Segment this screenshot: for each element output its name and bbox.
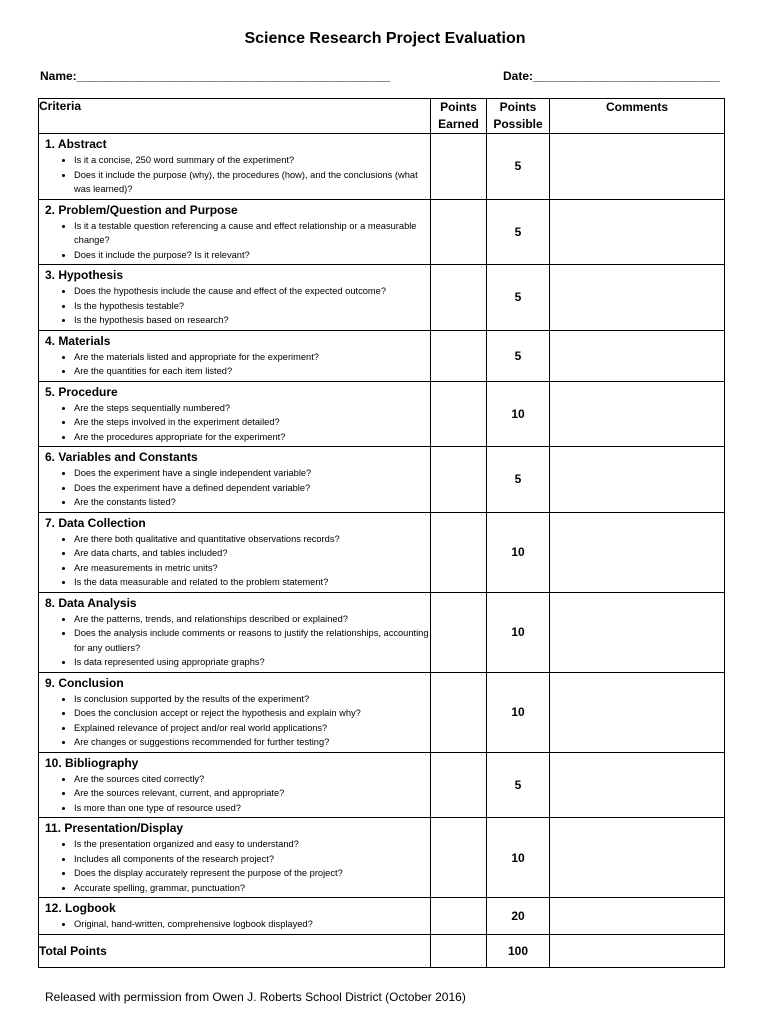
- criteria-item: • Does the display accurately represent the purpose of the project?: [74, 866, 430, 881]
- section-title: 2. Problem/Question and Purpose: [45, 202, 238, 217]
- comments-cell[interactable]: [550, 265, 725, 331]
- date-field: Date:____________________________: [503, 69, 720, 83]
- section-title: 6. Variables and Constants: [45, 450, 198, 464]
- section-title: 11. Presentation/Display: [45, 821, 184, 835]
- criteria-item: • Explained relevance of project and/or real world applications?: [74, 721, 430, 736]
- criteria-list: [39, 401, 430, 445]
- criteria-cell: [39, 265, 431, 331]
- criteria-cell: [39, 381, 431, 447]
- criteria-item: • Is it a concise, 250 word summary of the experiment?: [74, 153, 430, 168]
- criteria-list: [39, 612, 430, 670]
- criteria-item: • Are the sources relevant, current, and appropriate?: [74, 786, 430, 801]
- criteria-list: [39, 692, 430, 750]
- criteria-item: • Are the sources cited correctly?: [74, 772, 430, 787]
- criteria-item: • Are changes or suggestions recommended for further testing?: [74, 735, 430, 750]
- comments-cell[interactable]: [550, 447, 725, 513]
- criteria-row: [39, 752, 725, 818]
- criteria-row: [39, 512, 725, 592]
- comments-cell[interactable]: [550, 752, 725, 818]
- criteria-row: [39, 818, 725, 898]
- section-title: 4. Materials: [45, 333, 111, 348]
- criteria-item: • Are the materials listed and appropriate for the experiment?: [74, 350, 430, 365]
- comments-cell[interactable]: [550, 330, 725, 381]
- points-earned-cell[interactable]: [431, 752, 487, 818]
- criteria-cell: [39, 512, 431, 592]
- criteria-list: [39, 772, 430, 816]
- page-title: Science Research Project Evaluation: [244, 30, 526, 47]
- section-title: 10. Bibliography: [45, 755, 139, 770]
- criteria-cell: [39, 134, 431, 200]
- criteria-row: [39, 330, 725, 381]
- criteria-item: • Are there both qualitative and quantitative observations records?: [74, 532, 430, 547]
- points-possible-cell: 10: [487, 512, 550, 592]
- points-earned-cell[interactable]: [431, 265, 487, 331]
- criteria-item: • Are the steps involved in the experiment detailed?: [74, 415, 430, 430]
- points-earned-cell[interactable]: [431, 672, 487, 752]
- criteria-item: • Is the hypothesis testable?: [74, 299, 430, 314]
- points-possible-header: Points Possible: [487, 99, 550, 134]
- criteria-item: • Are the quantities for each item listed?: [74, 364, 430, 379]
- points-possible-cell: 5: [487, 447, 550, 513]
- comments-cell[interactable]: [550, 672, 725, 752]
- criteria-item: • Includes all components of the research project?: [74, 852, 430, 867]
- criteria-list: [39, 917, 430, 932]
- criteria-item: • Are the constants listed?: [74, 495, 430, 510]
- section-title: 7. Data Collection: [45, 515, 146, 530]
- points-earned-cell[interactable]: [431, 512, 487, 592]
- evaluation-table: [38, 98, 725, 968]
- criteria-item: • Is data represented using appropriate graphs?: [74, 655, 430, 670]
- criteria-cell: [39, 818, 431, 898]
- criteria-item: • Are the patterns, trends, and relationships described or explained?: [74, 612, 430, 627]
- criteria-item: • Are measurements in metric units?: [74, 561, 430, 576]
- total-row: [39, 934, 725, 967]
- footer-note: Released with permission from Owen J. Roberts School District (October 2016): [45, 990, 466, 1004]
- criteria-row: [39, 199, 725, 265]
- criteria-item: • Does it include the purpose? Is it relevant?: [74, 248, 430, 263]
- criteria-item: • Are the steps sequentially numbered?: [74, 401, 430, 416]
- points-possible-cell: 5: [487, 199, 550, 265]
- total-comments-cell[interactable]: [550, 934, 725, 967]
- section-title: 12. Logbook: [45, 901, 116, 915]
- points-possible-cell: 5: [487, 752, 550, 818]
- criteria-item: • Is more than one type of resource used?: [74, 801, 430, 816]
- criteria-cell: [39, 672, 431, 752]
- criteria-row: [39, 265, 725, 331]
- criteria-row: [39, 898, 725, 935]
- criteria-item: • Does the experiment have a single independent variable?: [74, 466, 430, 481]
- points-possible-cell: 10: [487, 592, 550, 672]
- comments-cell[interactable]: [550, 898, 725, 935]
- points-earned-cell[interactable]: [431, 199, 487, 265]
- points-possible-cell: 5: [487, 330, 550, 381]
- comments-cell[interactable]: [550, 199, 725, 265]
- criteria-header: Criteria: [39, 99, 431, 134]
- criteria-row: [39, 672, 725, 752]
- points-possible-cell: 10: [487, 818, 550, 898]
- comments-cell[interactable]: [550, 818, 725, 898]
- criteria-item: • Does it include the purpose (why), the procedures (how), and the conclusions (what was learned)?: [74, 168, 430, 197]
- criteria-item: • Is the presentation organized and easy to understand?: [74, 837, 430, 852]
- criteria-item: • Is it a testable question referencing a cause and effect relationship or a measurable change?: [74, 219, 430, 248]
- total-label: Total Points: [39, 934, 431, 967]
- criteria-item: • Does the analysis include comments or reasons to justify the relationships, accounting for any outliers?: [74, 626, 430, 655]
- criteria-row: [39, 447, 725, 513]
- comments-header: Comments: [550, 99, 725, 134]
- points-earned-cell[interactable]: [431, 447, 487, 513]
- criteria-cell: [39, 330, 431, 381]
- points-possible-cell: 5: [487, 265, 550, 331]
- name-field: Name:_______________________________________________: [40, 69, 391, 83]
- criteria-row: [39, 134, 725, 200]
- criteria-item: • Original, hand-written, comprehensive logbook displayed?: [74, 917, 430, 932]
- criteria-item: • Are data charts, and tables included?: [74, 546, 430, 561]
- criteria-list: [39, 153, 430, 197]
- criteria-list: [39, 219, 430, 263]
- points-possible-cell: 10: [487, 381, 550, 447]
- criteria-item: • Does the conclusion accept or reject the hypothesis and explain why?: [74, 706, 430, 721]
- points-possible-cell: 5: [487, 134, 550, 200]
- criteria-item: • Is the hypothesis based on research?: [74, 313, 430, 328]
- criteria-item: • Is the data measurable and related to the problem statement?: [74, 575, 430, 590]
- section-title: 3. Hypothesis: [45, 268, 124, 282]
- total-earned-cell[interactable]: [431, 934, 487, 967]
- criteria-list: [39, 350, 430, 379]
- points-earned-cell[interactable]: [431, 134, 487, 200]
- section-title: 9. Conclusion: [45, 675, 124, 690]
- section-title: 5. Procedure: [45, 384, 118, 399]
- comments-cell[interactable]: [550, 592, 725, 672]
- comments-cell[interactable]: [550, 512, 725, 592]
- criteria-cell: [39, 752, 431, 818]
- criteria-cell: [39, 447, 431, 513]
- comments-cell[interactable]: [550, 381, 725, 447]
- criteria-row: [39, 381, 725, 447]
- points-earned-cell[interactable]: [431, 381, 487, 447]
- criteria-list: [39, 837, 430, 895]
- criteria-cell: [39, 592, 431, 672]
- criteria-cell: [39, 199, 431, 265]
- criteria-item: • Does the hypothesis include the cause and effect of the expected outcome?: [74, 284, 430, 299]
- criteria-item: • Are the procedures appropriate for the experiment?: [74, 430, 430, 445]
- points-earned-cell[interactable]: [431, 818, 487, 898]
- comments-cell[interactable]: [550, 134, 725, 200]
- points-possible-cell: 20: [487, 898, 550, 935]
- section-title: 8. Data Analysis: [45, 595, 137, 610]
- points-earned-cell[interactable]: [431, 330, 487, 381]
- criteria-list: [39, 284, 430, 328]
- criteria-item: • Accurate spelling, grammar, punctuation?: [74, 881, 430, 896]
- section-title: 1. Abstract: [45, 137, 107, 151]
- points-possible-cell: 10: [487, 672, 550, 752]
- points-earned-header: Points Earned: [431, 99, 487, 134]
- criteria-item: • Does the experiment have a defined dependent variable?: [74, 481, 430, 496]
- criteria-item: • Is conclusion supported by the results of the experiment?: [74, 692, 430, 707]
- criteria-row: [39, 592, 725, 672]
- points-earned-cell[interactable]: [431, 898, 487, 935]
- total-points-possible: 100: [487, 934, 550, 967]
- table-header-row: [39, 99, 725, 134]
- criteria-list: [39, 532, 430, 590]
- criteria-list: [39, 466, 430, 510]
- points-earned-cell[interactable]: [431, 592, 487, 672]
- criteria-cell: [39, 898, 431, 935]
